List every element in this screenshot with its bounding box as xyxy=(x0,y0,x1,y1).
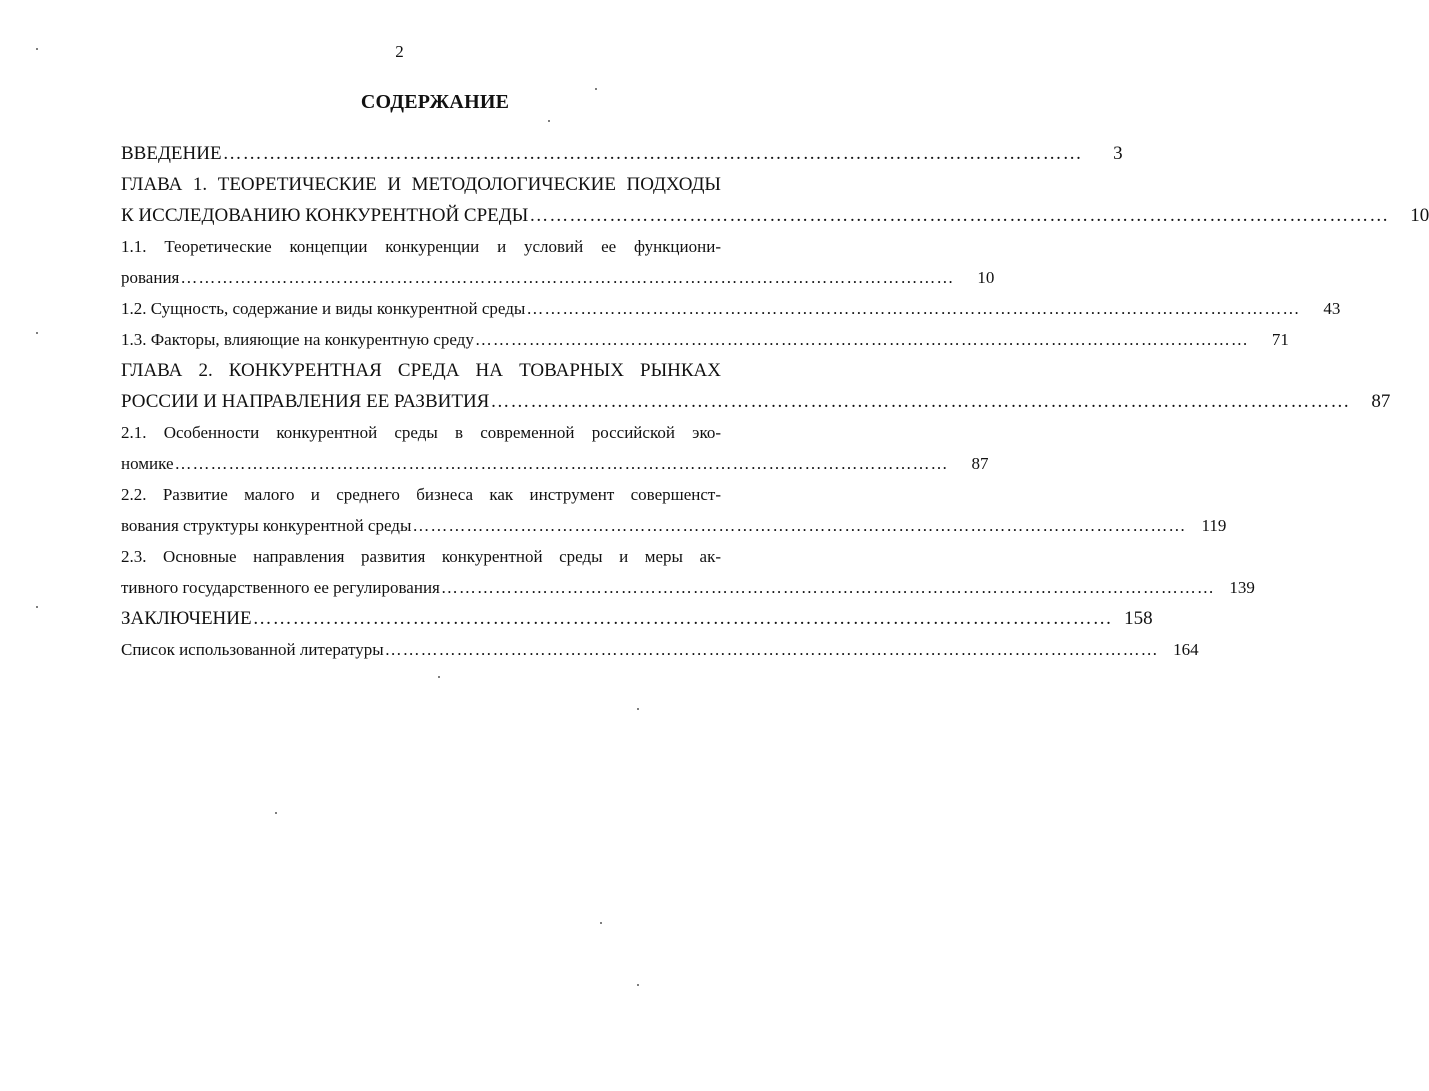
toc-entry-section-2-1-line-2 xyxy=(121,450,989,478)
scan-speck xyxy=(36,606,38,608)
toc-entry-chapter-2-line-1 xyxy=(121,357,721,385)
leader-dots: ………………………………………………………………………………………………………………… xyxy=(412,516,1187,535)
leader-dots: ………………………………………………………………………………………………………………… xyxy=(252,608,1113,629)
toc-title: СОДЕРЖАНИЕ xyxy=(360,91,510,113)
leader-dots: ………………………………………………………………………………………………………………… xyxy=(180,268,955,287)
toc-entry-section-2-1-line-1 xyxy=(121,419,721,447)
scan-speck xyxy=(438,676,440,678)
toc-entry-text: 1.2. Сущность, содержание и виды конкурентной среды xyxy=(121,299,526,318)
toc-entry-text: вования структуры конкурентной среды xyxy=(121,516,412,535)
toc-entry-chapter-1-line-2 xyxy=(121,202,1429,230)
toc-entry-section-1-1-line-1 xyxy=(121,233,721,261)
scan-speck xyxy=(595,88,597,90)
toc-entry-text: ВВЕДЕНИЕ xyxy=(121,143,222,164)
scan-speck xyxy=(275,812,277,814)
toc-entry-text: 2.1. Особенности конкурентной среды в современной российской эко- xyxy=(121,423,721,442)
toc-entry-section-2-3-line-1 xyxy=(121,543,721,571)
toc-entry-text: ЗАКЛЮЧЕНИЕ xyxy=(121,608,252,629)
toc-entry-page: 139 xyxy=(1229,578,1255,597)
toc-entry-page: 158 xyxy=(1124,608,1153,629)
toc-entry-conclusion xyxy=(121,605,1153,633)
toc-entry-text: К ИССЛЕДОВАНИЮ КОНКУРЕНТНОЙ СРЕДЫ xyxy=(121,205,529,226)
toc-entry-text: номике xyxy=(121,454,174,473)
leader-dots: ………………………………………………………………………………………………………………… xyxy=(526,299,1301,318)
toc-entry-page: 43 xyxy=(1323,299,1341,318)
toc-entry-page: 10 xyxy=(1410,205,1429,226)
leader-dots: ………………………………………………………………………………………………………………… xyxy=(222,143,1083,164)
toc-entry-text: ГЛАВА 1. ТЕОРЕТИЧЕСКИЕ И МЕТОДОЛОГИЧЕСКИЕ ПОДХОДЫ xyxy=(121,174,721,195)
toc-entry-text: 2.2. Развитие малого и среднего бизнеса как инструмент совершенст- xyxy=(121,485,721,504)
toc-entry-text: 2.3. Основные направления развития конкурентной среды и меры ак- xyxy=(121,547,721,566)
toc-entry-text: рования xyxy=(121,268,180,287)
toc-entry-section-1-2 xyxy=(121,295,1341,323)
leader-dots: ………………………………………………………………………………………………………………… xyxy=(474,330,1249,349)
scan-speck xyxy=(600,922,602,924)
toc-entry-text: РОССИИ И НАПРАВЛЕНИЯ ЕЕ РАЗВИТИЯ xyxy=(121,391,490,412)
leader-dots: ………………………………………………………………………………………………………………… xyxy=(490,391,1351,412)
toc-entry-text: тивного государственного ее регулирования xyxy=(121,578,440,597)
leader-dots: ………………………………………………………………………………………………………………… xyxy=(440,578,1215,597)
toc-entry-section-1-3 xyxy=(121,326,1289,354)
toc-entry-text: ГЛАВА 2. КОНКУРЕНТНАЯ СРЕДА НА ТОВАРНЫХ РЫНКАХ xyxy=(121,360,721,381)
leader-dots: ………………………………………………………………………………………………………………… xyxy=(529,205,1390,226)
scan-speck xyxy=(637,708,639,710)
toc-entry-page: 119 xyxy=(1201,516,1227,535)
toc-entry-section-2-3-line-2 xyxy=(121,574,1255,602)
toc-entry-page: 164 xyxy=(1173,640,1199,659)
toc-entry-introduction xyxy=(121,140,1123,168)
leader-dots: ………………………………………………………………………………………………………………… xyxy=(174,454,949,473)
toc-entry-text: Список использованной литературы xyxy=(121,640,384,659)
toc-entry-section-1-1-line-2 xyxy=(121,264,995,292)
toc-entry-bibliography xyxy=(121,636,1199,664)
scan-speck xyxy=(36,48,38,50)
toc-entry-page: 3 xyxy=(1113,143,1123,164)
toc-entry-text: 1.1. Теоретические концепции конкуренции и условий ее функциони- xyxy=(121,237,721,256)
toc-entry-chapter-2-line-2 xyxy=(121,388,1391,416)
scan-speck xyxy=(36,332,38,334)
toc-entry-chapter-1-line-1 xyxy=(121,171,721,199)
scan-speck xyxy=(548,120,550,122)
toc-entry-text: 1.3. Факторы, влияющие на конкурентную среду xyxy=(121,330,474,349)
toc-entry-section-2-2-line-2 xyxy=(121,512,1227,540)
toc-entry-page: 87 xyxy=(971,454,989,473)
toc-entry-page: 87 xyxy=(1371,391,1391,412)
toc-entry-section-2-2-line-1 xyxy=(121,481,721,509)
leader-dots: ………………………………………………………………………………………………………………… xyxy=(384,640,1159,659)
scan-speck xyxy=(637,984,639,986)
page-number: 2 xyxy=(395,42,404,61)
toc-entry-page: 10 xyxy=(977,268,995,287)
toc-entry-page: 71 xyxy=(1271,330,1289,349)
